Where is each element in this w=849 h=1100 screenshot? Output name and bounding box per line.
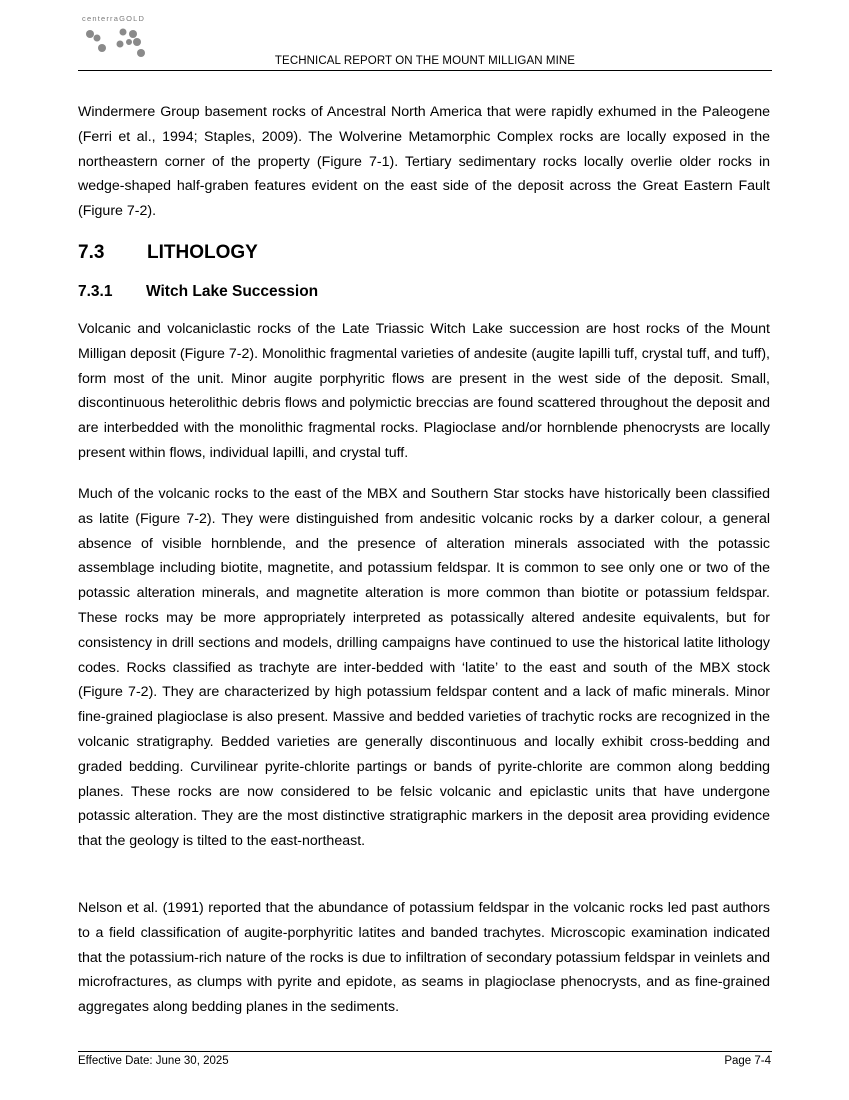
section-heading xyxy=(78,242,258,264)
subsection-title: Witch Lake Succession xyxy=(146,283,319,300)
subsection-number: 7.3.1 xyxy=(78,283,113,300)
header-divider xyxy=(78,70,772,71)
logo-text: centerraGOLD xyxy=(82,14,146,23)
section-title: LITHOLOGY xyxy=(147,242,258,263)
paragraph-2: Volcanic and volcaniclastic rocks of the Late Triassic Witch Lake succession are host rocks of the Mount Milligan deposit (Figure 7-2). Monolithic fragmental varieties of andesite (augite lapilli tuff, crystal tuff, and tuff), form most of the unit. Minor augite porphyritic flows are present in the west side of the deposit. Small, discontinuous heterolithic debris flows and polymictic breccias are found scattered throughout the deposit and are interbedded with the monolithic fragmental rocks. Plagioclase and/or hornblende phenocrysts are locally present within flows, individual lapilli, and crystal tuff. xyxy=(78,321,770,461)
paragraph-1: Windermere Group basement rocks of Ancestral North America that were rapidly exhumed in the Paleogene (Ferri et al., 1994; Staples, 2009). The Wolverine Metamorphic Complex rocks are locally exposed in the northeastern corner of the property (Figure 7-1). Tertiary sedimentary rocks locally overlie older rocks in wedge-shaped half-graben features evident on the east side of the deposit across the Great Eastern Fault (Figure 7-2). xyxy=(78,104,770,220)
subsection-heading xyxy=(78,283,318,301)
page-number: Page 7-4 xyxy=(724,1055,771,1067)
paragraph-3: Much of the volcanic rocks to the east of the MBX and Southern Star stocks have historically been classified as latite (Figure 7-2). They were distinguished from andesitic volcanic rocks by a darker colour, a general absence of visible hornblende, and the presence of alteration minerals associated with the potassic assemblage including biotite, magnetite, and potassium feldspar. It is common to see only one or two of the potassic alteration minerals, and magnetite alteration is more common than biotite or potassium feldspar. These rocks may be more appropriately interpreted as potassically altered andesite equivalents, but for consistency in drill sections and models, drilling campaigns have continued to use the historical latite lithology codes. Rocks classified as trachyte are inter-bedded with ‘latite’ to the east and south of the MBX stock (Figure 7-2). They are characterized by high potassium feldspar content and a lack of mafic minerals. Minor fine-grained plagioclase is also present. Massive and bedded varieties of trachytic rocks are recognized in the volcanic stratigraphy. Bedded varieties are generally discontinuous and locally exhibit cross-bedding and graded bedding. Curvilinear pyrite-chlorite partings or bands of pyrite-chlorite are common along bedding planes. These rocks are now considered to be felsic volcanic and epiclastic units that have undergone potassic alteration. They are the most distinctive stratigraphic markers in the deposit area providing evidence that the geology is tilted to the east-northeast. xyxy=(78,486,770,850)
header-title: TECHNICAL REPORT ON THE MOUNT MILLIGAN MINE xyxy=(274,55,576,67)
paragraph-4: Nelson et al. (1991) reported that the abundance of potassium feldspar in the volcanic rocks led past authors to a field classification of augite-porphyritic latites and banded trachytes. Microscopic examination indicated that the potassium-rich nature of the rocks is due to infiltration of secondary potassium feldspar in veinlets and microfractures, as clumps with pyrite and epidote, as seams in plagioclase phenocrysts, and as fine-grained aggregates along bedding planes in the sediments. xyxy=(78,900,770,1016)
effective-date: Effective Date: June 30, 2025 xyxy=(78,1055,229,1067)
footer-divider xyxy=(78,1051,772,1052)
section-number: 7.3 xyxy=(78,242,105,263)
